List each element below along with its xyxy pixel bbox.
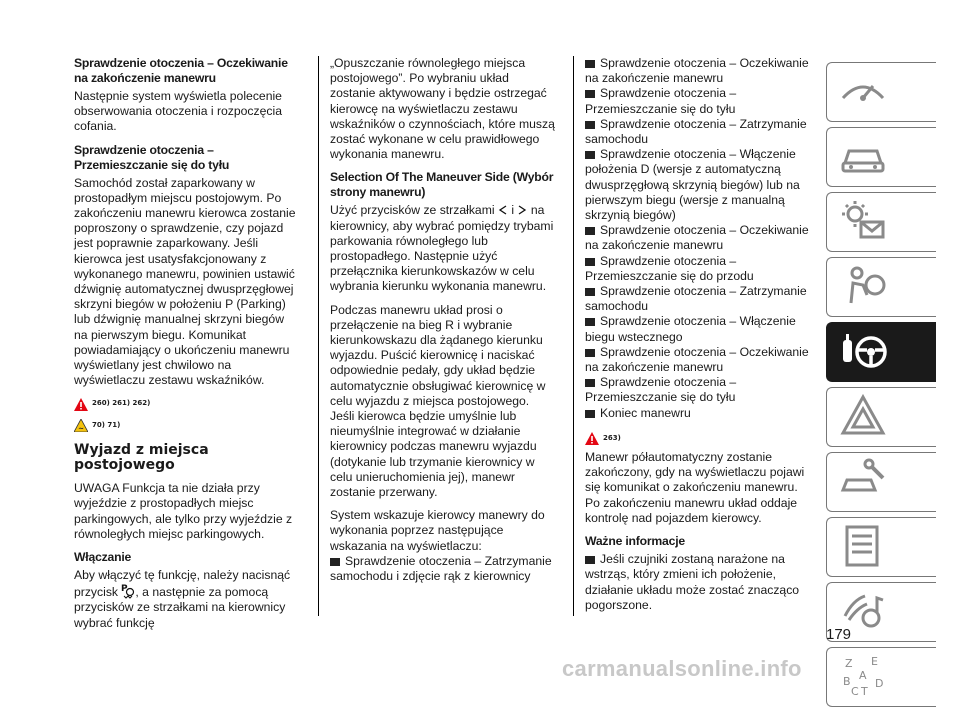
watermark: carmanualsonline.info: [562, 656, 802, 681]
svg-text:T: T: [861, 685, 868, 698]
section-heading: Ważne informacje: [585, 534, 685, 549]
caution-ref-numbers: 70) 71): [92, 420, 121, 429]
bullet-icon: [585, 90, 595, 98]
list-item: Sprawdzenie otoczenia – Oczekiwanie na zakończenie manewru: [585, 223, 809, 253]
column-3: [585, 56, 811, 613]
paragraph: Manewr półautomatyczny zostanie zakończony, gdy na wyświetlaczu pojawi się komunikat o zakończeniu manewru. Po zakończeniu manewru układ oddaje kontrolę nad pojazdem kierowcy.: [585, 450, 805, 525]
caution-triangle-icon: [74, 419, 88, 432]
list-item: Sprawdzenie otoczenia – Oczekiwanie na zakończenie manewru: [585, 344, 809, 375]
airbag-icon: [837, 263, 889, 309]
bullet-icon: [585, 121, 595, 129]
section-heading: Selection Of The Maneuver Side (Wybór strony manewru): [330, 170, 554, 200]
hazard-triangle-icon: [837, 393, 889, 439]
paragraph: UWAGA Funkcja ta nie działa przy wyjeździe z prostopadłych miejsc parkingowych, ale tylko przy wyjeździe z równoległych miejsc parkingowych.: [74, 481, 293, 541]
tab-dashboard[interactable]: [826, 62, 936, 122]
list-item: Sprawdzenie otoczenia – Przemieszczanie się do tyłu: [585, 86, 737, 116]
warning-triangle-icon: [585, 432, 599, 445]
svg-text:B: B: [843, 675, 851, 688]
svg-text:E: E: [871, 655, 878, 668]
paragraph: „Opuszczanie równoległego miejsca postojowego”. Po wybraniu układ zostanie aktywowany i będzie ostrzegać kierowcę na wyświetlaczu zestawu wskaźników o czynnościach, które muszą zostać wykonane w celu prawidłowego wykonania manewru.: [330, 56, 555, 162]
key-steering-wheel-icon: [837, 328, 889, 374]
bullet-icon: [585, 318, 595, 326]
column-1: [74, 56, 300, 639]
section-heading: Sprawdzenie otoczenia – Oczekiwanie na zakończenie manewru: [74, 56, 288, 85]
bullet-icon: [585, 556, 595, 564]
tab-safety[interactable]: [826, 257, 936, 317]
arrow-right-icon: [517, 205, 527, 215]
checklist-icon: [837, 523, 889, 569]
warning-ref: [585, 431, 811, 446]
chapter-tabs: [826, 62, 936, 712]
bullet-icon: [585, 379, 595, 387]
page-number: 179: [826, 626, 852, 643]
wrench-car-icon: [837, 458, 889, 504]
list-item: Sprawdzenie otoczenia – Włączenie biegu wstecznego: [585, 314, 796, 344]
bullet-icon: [330, 558, 340, 566]
bullet-icon: [585, 288, 595, 296]
column-2: [330, 56, 556, 584]
caution-ref: [74, 418, 300, 433]
tab-specifications[interactable]: [826, 517, 936, 577]
list-item: Sprawdzenie otoczenia – Zatrzymanie samochodu: [585, 284, 807, 314]
tab-emergency[interactable]: [826, 387, 936, 447]
tab-index[interactable]: [826, 647, 936, 707]
list-item: Sprawdzenie otoczenia – Zatrzymanie samochodu: [585, 116, 807, 147]
list-item: Koniec manewru: [585, 406, 811, 421]
warning-ref: [74, 396, 300, 411]
list-item: Sprawdzenie otoczenia – Przemieszczanie się do przodu: [585, 253, 754, 283]
paragraph: Aby włączyć tę funkcję, należy nacisnąć przycisk P , a następnie za pomocą przycisków ze strzałkami na kierownicy wybrać funkcję: [74, 568, 291, 630]
paragraph: Podczas manewru układ prosi o przełączenie na bieg R i wybranie kierunkowskazu dla żądanego kierunku wyjazdu. Puścić kierownicę i naciskać odpowiednie pedały, gdy układ będzie automatycznie obsługiwać kierownicę w celu wyjazdu z miejsca postojowego. Jeśli kierowca będzie umyślnie lub nieumyślnie integrować w działanie kierownicy podczas manewru wyjazdu (dotykanie lub trzymanie kierownicy w celu unieruchomienia jej), manewr zostanie przerwany.: [330, 302, 546, 500]
svg-text:D: D: [875, 677, 884, 690]
svg-text:~: ~: [78, 424, 84, 432]
section-heading: Sprawdzenie otoczenia – Przemieszczanie się do tyłu: [74, 142, 230, 172]
bullet-icon: [585, 227, 595, 235]
paragraph: Następnie system wyświetla polecenie obserwowania otoczenia i rozpoczęcia cofania.: [74, 89, 282, 134]
list-item: Sprawdzenie otoczenia – Włączenie położenia D (wersje z automatyczną dwusprzęgłową skrzynią biegów) lub na pierwszym biegu (wersje z manualną skrzynią biegów): [585, 147, 800, 223]
car-icon: [837, 133, 889, 179]
svg-text:A: A: [859, 669, 867, 682]
tab-lights[interactable]: [826, 192, 936, 252]
list-item: Sprawdzenie otoczenia – Oczekiwanie na zakończenie manewru: [585, 56, 809, 86]
warning-ref-numbers: 263): [603, 433, 621, 442]
tab-car[interactable]: [826, 127, 936, 187]
dashboard-icon: [837, 68, 889, 114]
bullet-icon: [585, 410, 595, 418]
section-heading: Włączanie: [74, 550, 132, 565]
alphabet-index-icon: [837, 653, 889, 699]
tab-driving[interactable]: [826, 322, 936, 382]
bullet-icon: [585, 349, 595, 357]
park-assist-icon: [121, 583, 135, 599]
bullet-icon: [585, 258, 595, 266]
svg-text:P: P: [121, 584, 129, 595]
column-divider: [318, 56, 319, 616]
bullet-icon: [585, 60, 595, 68]
arrow-left-icon: [498, 205, 508, 215]
chapter-heading: Wyjazd z miejsca postojowego: [74, 441, 209, 474]
list-item: Sprawdzenie otoczenia – Zatrzymanie samochodu i zdjęcie rąk z kierownicy: [330, 553, 552, 584]
paragraph: Samochód został zaparkowany w prostopadłym miejscu postojowym. Po zakończeniu manewru kierowca zostanie poproszony o sprawdzenie, czy pojazd jest poprawnie zaparkowany. Jeśli kierowca jest usatysfakcjonowany z wykonanego manewru, powinien ustawić dźwignię automatycznej dwusprzęgłowej skrzyni biegów w położeniu P (Parking) lub dźwignię manualnej skrzyni biegów na pierwszym biegu. Komunikat powiadamiający o ukończeniu manewru wyświetlany jest chwilowo na wyświetlaczu zestawu wskaźników.: [74, 175, 296, 388]
warning-triangle-icon: [74, 398, 88, 411]
bullet-icon: [585, 151, 595, 159]
svg-text:Z: Z: [845, 657, 853, 670]
column-divider: [573, 56, 574, 616]
svg-text:C: C: [851, 685, 859, 698]
tab-maintenance[interactable]: [826, 452, 936, 512]
paragraph: System wskazuje kierowcy manewry do wykonania poprzez następujące wskazania na wyświetlaczu:: [330, 508, 545, 553]
list-item: Sprawdzenie otoczenia – Przemieszczanie się do tyłu: [585, 375, 737, 405]
paragraph: Użyć przycisków ze strzałkami i na kierownicy, aby wybrać pomiędzy trybami parkowania równoległego lub prostopadłego. Następnie użyć przełącznika kierunkowskazów w celu wybrania kierunku wykonania manewru.: [330, 203, 554, 294]
list-item: Jeśli czujniki zostaną narażone na wstrząs, który zmieni ich położenie, działanie układu może zostać znacząco pogorszone.: [585, 552, 800, 612]
warning-ref-numbers: 260) 261) 262): [92, 399, 151, 408]
sun-mail-icon: [837, 198, 889, 244]
